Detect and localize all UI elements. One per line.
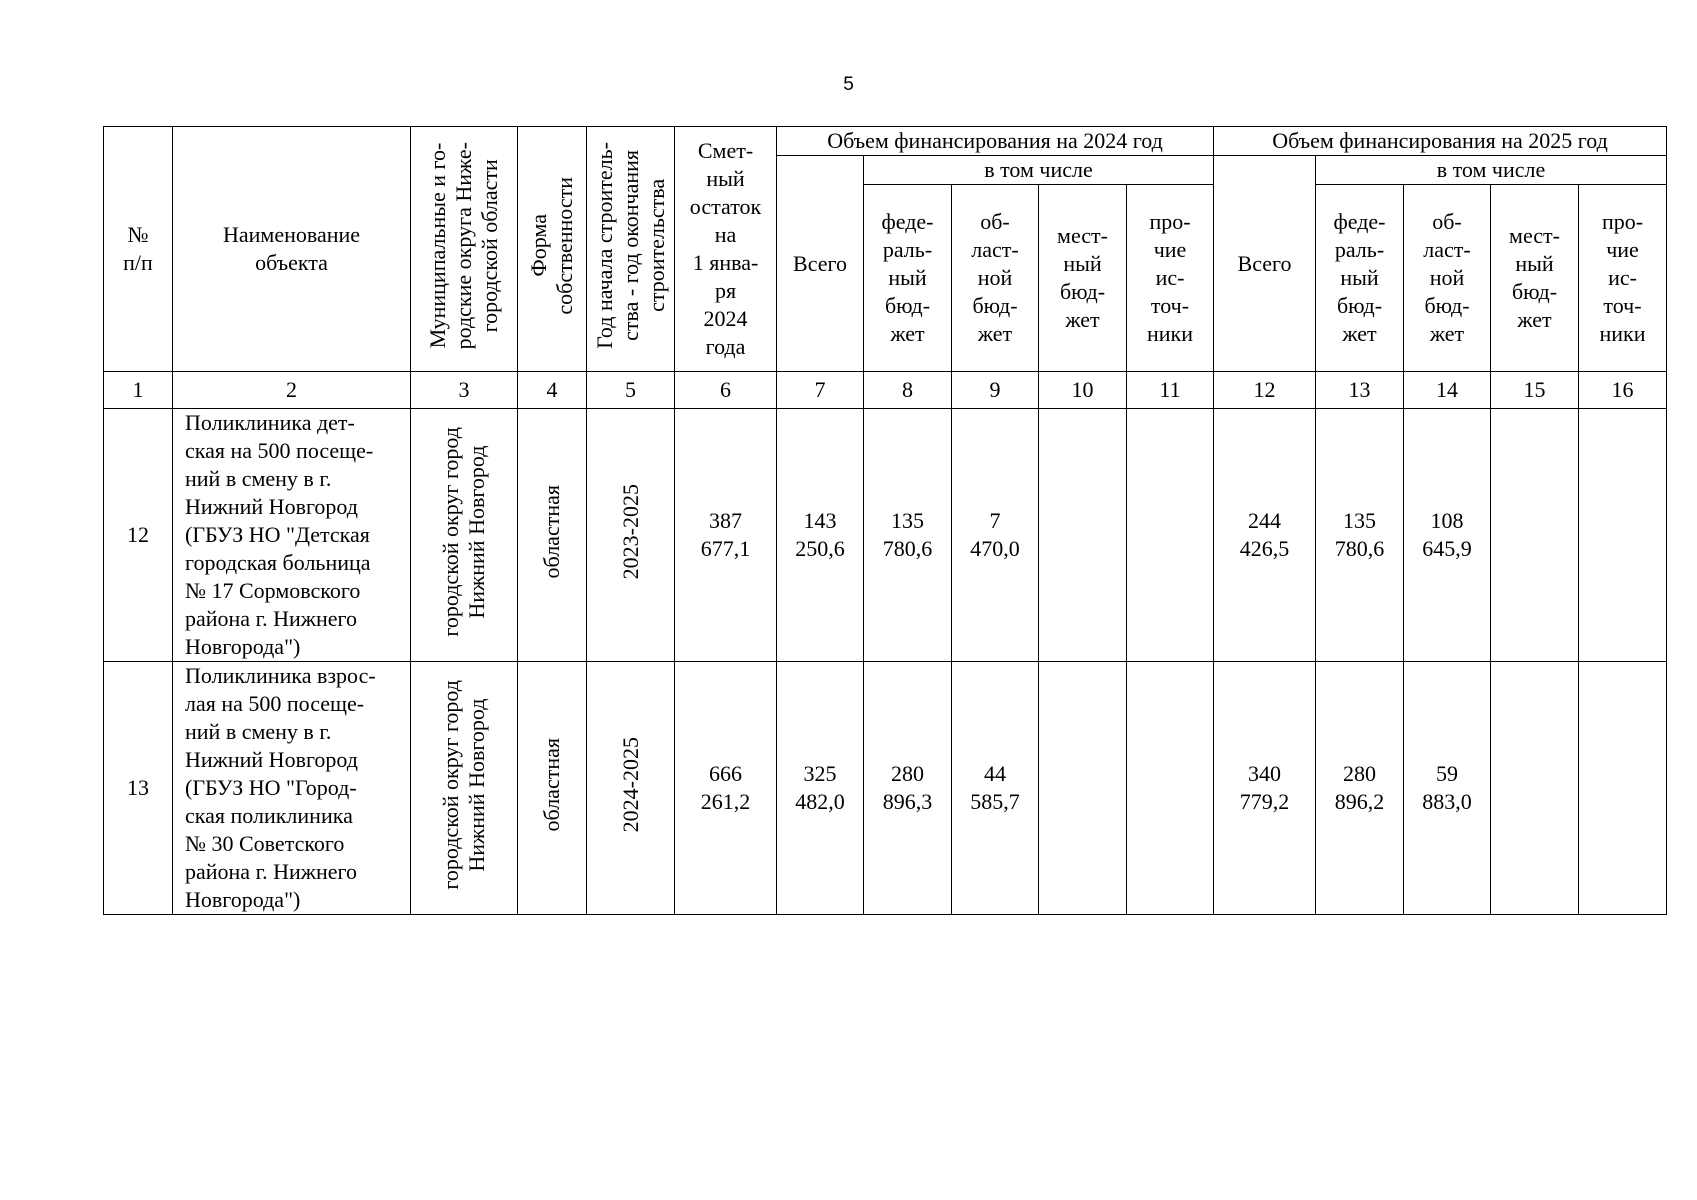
column-number: 5 [587, 372, 675, 409]
column-number: 2 [173, 372, 411, 409]
other-2024-cell [1127, 409, 1214, 662]
object-name: Поликлиника взрос- лая на 500 посеще- ний в смену в г. Нижний Новгород (ГБУЗ НО "Город- ская поликлиника № 30 Советского района г. Нижнего Новгорода") [173, 662, 411, 915]
regional-2025-cell: 108 645,9 [1404, 409, 1491, 662]
header-local-2024: мест- ный бюд- жет [1039, 185, 1127, 372]
federal-2024-cell: 280 896,3 [864, 662, 952, 915]
regional-2024-cell: 7 470,0 [952, 409, 1039, 662]
header-fin-2024: Объем финансирования на 2024 год [777, 127, 1214, 156]
header-num: № п/п [104, 127, 173, 372]
column-number: 12 [1214, 372, 1316, 409]
total-2025-cell: 244 426,5 [1214, 409, 1316, 662]
local-2024-cell [1039, 409, 1127, 662]
column-number: 1 [104, 372, 173, 409]
local-2024-cell [1039, 662, 1127, 915]
estimate-cell: 666 261,2 [675, 662, 777, 915]
header-row-1 [104, 127, 1667, 156]
column-number: 7 [777, 372, 864, 409]
total-2025-cell: 340 779,2 [1214, 662, 1316, 915]
regional-2025-cell: 59 883,0 [1404, 662, 1491, 915]
header-estimate: Смет- ный остаток на 1 янва- ря 2024 года [675, 127, 777, 372]
column-number: 13 [1316, 372, 1404, 409]
header-fin-2025: Объем финансирования на 2025 год [1214, 127, 1667, 156]
header-regional-2025: об- ласт- ной бюд- жет [1404, 185, 1491, 372]
federal-2024-cell: 135 780,6 [864, 409, 952, 662]
header-other-2025: про- чие ис- точ- ники [1579, 185, 1667, 372]
column-number: 16 [1579, 372, 1667, 409]
local-2025-cell [1491, 662, 1579, 915]
header-including-2025: в том числе [1316, 156, 1667, 185]
other-2025-cell [1579, 409, 1667, 662]
column-number: 6 [675, 372, 777, 409]
page-number: 5 [843, 74, 854, 95]
header-total-2024: Всего [777, 156, 864, 372]
federal-2025-cell: 135 780,6 [1316, 409, 1404, 662]
header-name: Наименование объекта [173, 127, 411, 372]
header-including-2024: в том числе [864, 156, 1214, 185]
header-federal-2024: феде- раль- ный бюд- жет [864, 185, 952, 372]
column-number: 8 [864, 372, 952, 409]
column-number-row [104, 372, 1667, 409]
municipality-cell: городской округ город Нижний Новгород [411, 409, 518, 662]
other-2025-cell [1579, 662, 1667, 915]
years-cell: 2023-2025 [587, 409, 675, 662]
total-2024-cell: 325 482,0 [777, 662, 864, 915]
column-number: 15 [1491, 372, 1579, 409]
header-municipality: Муниципальные и го- родские округа Ниже- городской области [411, 127, 518, 372]
header-total-2025: Всего [1214, 156, 1316, 372]
object-name: Поликлиника дет- ская на 500 посеще- ний в смену в г. Нижний Новгород (ГБУЗ НО "Детская городская больница № 17 Сормовского района г. Нижнего Новгорода") [173, 409, 411, 662]
row-num: 13 [104, 662, 173, 915]
header-regional-2024: об- ласт- ной бюд- жет [952, 185, 1039, 372]
header-years: Год начала строитель- ства - год окончания строительства [587, 127, 675, 372]
federal-2025-cell: 280 896,2 [1316, 662, 1404, 915]
header-ownership: Форма собственности [518, 127, 587, 372]
column-number: 3 [411, 372, 518, 409]
header-local-2025: мест- ный бюд- жет [1491, 185, 1579, 372]
years-cell: 2024-2025 [587, 662, 675, 915]
column-number: 10 [1039, 372, 1127, 409]
header-federal-2025: феде- раль- ный бюд- жет [1316, 185, 1404, 372]
ownership-cell: областная [518, 662, 587, 915]
estimate-cell: 387 677,1 [675, 409, 777, 662]
column-number: 11 [1127, 372, 1214, 409]
header-other-2024: про- чие ис- точ- ники [1127, 185, 1214, 372]
local-2025-cell [1491, 409, 1579, 662]
column-number: 4 [518, 372, 587, 409]
regional-2024-cell: 44 585,7 [952, 662, 1039, 915]
table-row [104, 409, 1667, 662]
table-row [104, 662, 1667, 915]
column-number: 9 [952, 372, 1039, 409]
financing-table [103, 126, 1667, 915]
other-2024-cell [1127, 662, 1214, 915]
column-number: 14 [1404, 372, 1491, 409]
municipality-cell: городской округ город Нижний Новгород [411, 662, 518, 915]
total-2024-cell: 143 250,6 [777, 409, 864, 662]
ownership-cell: областная [518, 409, 587, 662]
row-num: 12 [104, 409, 173, 662]
